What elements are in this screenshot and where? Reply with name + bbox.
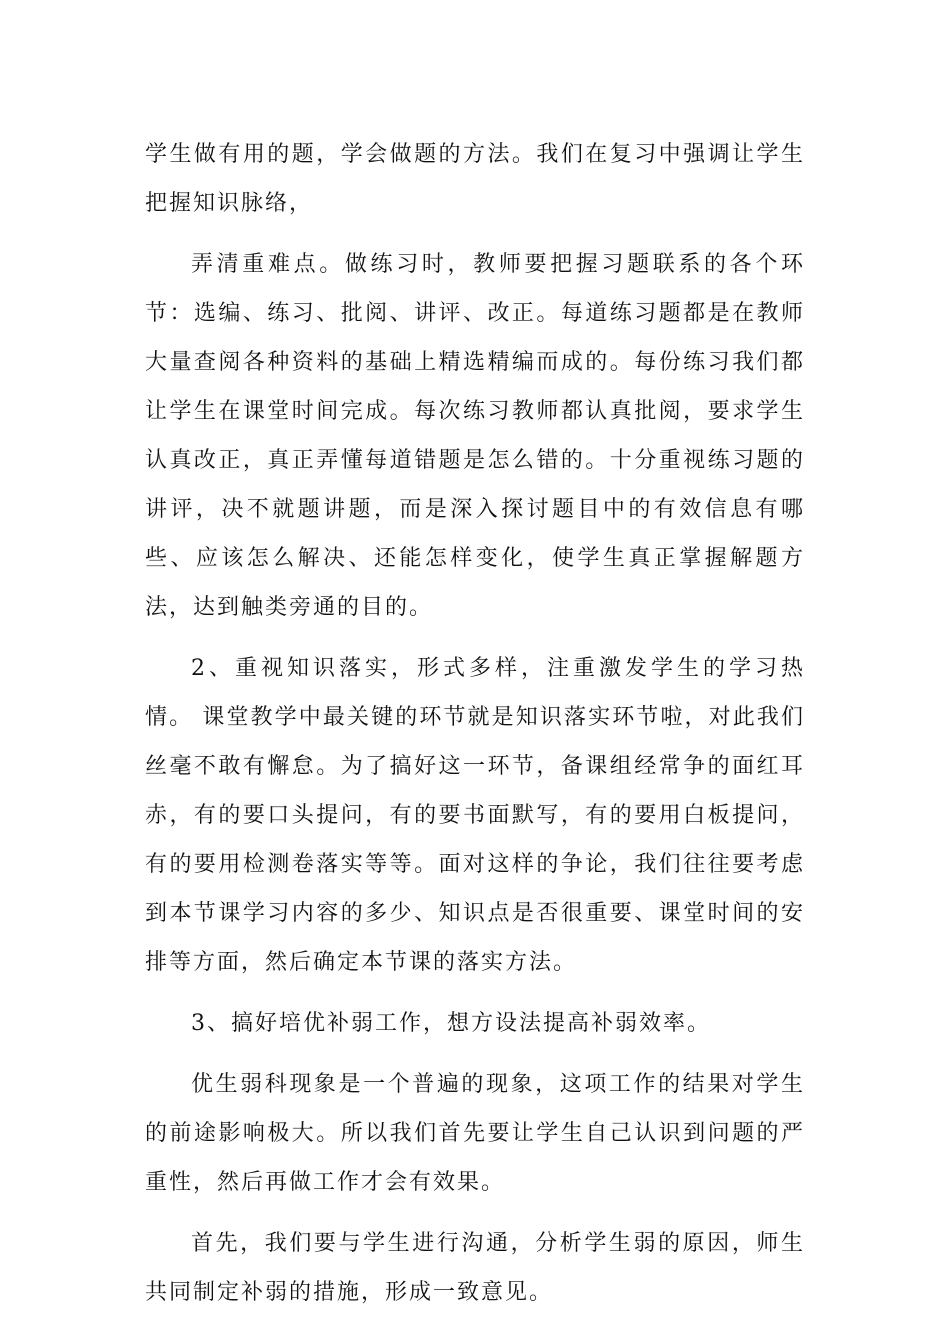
paragraph: 2、重视知识落实，形式多样，注重激发学生的学习热情。 课堂教学中最关键的环节就是知识落实环节啦，对此我们丝毫不敢有懈怠。为了搞好这一环节，备课组经常争的面红耳赤，有的要口头提问，有的要书面默写，有的要用白板提问，有的要用检测卷落实等等。面对这样的争论，我们往往要考虑到本节课学习内容的多少、知识点是否很重要、课堂时间的安排等方面，然后确定本节课的落实方法。 [145, 656, 805, 975]
paragraph: 弄清重难点。做练习时，教师要把握习题联系的各个环节：选编、练习、批阅、讲评、改正。每道练习题都是在教师大量查阅各种资料的基础上精选精编而成的。每份练习我们都让学生在课堂时间完成。每次练习教师都认真批阅，要求学生认真改正，真正弄懂每道错题是怎么错的。十分重视练习题的讲评，决不就题讲题，而是深入探讨题目中的有效信息有哪些、应该怎么解决、还能怎样变化，使学生真正掌握解题方法，达到触类旁通的目的。 [145, 252, 805, 620]
section-heading: 3、搞好培优补弱工作，想方设法提高补弱效率。 [191, 1011, 711, 1036]
paragraph: 优生弱科现象是一个普遍的现象，这项工作的结果对学生的前途影响极大。所以我们首先要让学生自己认识到问题的严重性，然后再做工作才会有效果。 [145, 1072, 805, 1195]
paragraph: 首先，我们要与学生进行沟通，分析学生弱的原因，师生共同制定补弱的措施，形成一致意见。 [145, 1231, 805, 1305]
paragraph: 学生做有用的题，学会做题的方法。我们在复习中强调让学生把握知识脉络， [145, 142, 805, 216]
document-body [145, 130, 805, 1329]
